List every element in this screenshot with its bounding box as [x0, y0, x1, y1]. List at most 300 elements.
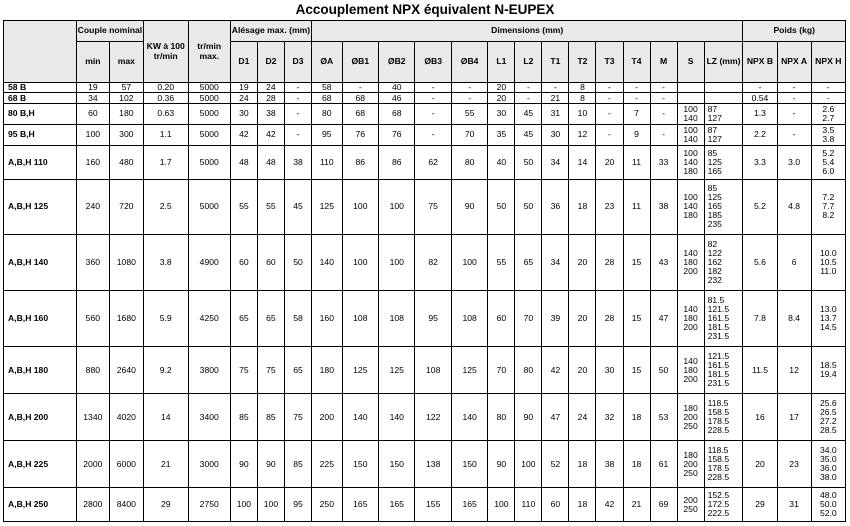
cell-b2: 108 [379, 290, 415, 346]
cell-ph [811, 103, 845, 124]
cell-b4: 70 [451, 124, 487, 145]
cell-kw: 2.5 [143, 180, 188, 234]
cell-line: - [826, 82, 830, 93]
cell-ph [811, 83, 845, 93]
cell-line: 7.2 [822, 192, 835, 203]
cell-line: 178.5 [707, 416, 730, 427]
cell-d3: 85 [284, 441, 311, 488]
cell-kw: 9.2 [143, 347, 188, 394]
cell-line: 8.2 [822, 210, 835, 221]
cell-line: 162 [707, 256, 722, 267]
cell-ph [811, 290, 845, 346]
cell-d2: 90 [257, 441, 284, 488]
cell-d3: 95 [284, 488, 311, 522]
cell-line: 181.5 [707, 322, 730, 333]
cell-d3: - [284, 83, 311, 93]
cell-line: 10.0 [819, 247, 837, 258]
cell-line: 158.5 [707, 407, 730, 418]
cell-s [677, 290, 704, 346]
cell-t1: 34 [542, 234, 569, 290]
cell-l1: 55 [488, 234, 515, 290]
cell-m: 38 [650, 180, 677, 234]
cell-t2: 8 [569, 83, 596, 93]
cell-line: 140 [683, 355, 698, 366]
cell-d2: 100 [257, 488, 284, 522]
cell-l2: - [515, 93, 542, 103]
cell-a: 68 [312, 93, 343, 103]
cell-min: 360 [76, 234, 109, 290]
cell-line: 200 [683, 458, 698, 469]
cell-min: 19 [76, 83, 109, 93]
cell-b1: 76 [342, 124, 378, 145]
cell-min: 34 [76, 93, 109, 103]
cell-line: 125 [707, 192, 722, 203]
cell-t3: 28 [596, 234, 623, 290]
cell-d1: 30 [230, 103, 257, 124]
cell-t2: 18 [569, 180, 596, 234]
cell-m: 47 [650, 290, 677, 346]
cell-l1: 90 [488, 441, 515, 488]
cell-min: 560 [76, 290, 109, 346]
cell-lz [704, 124, 743, 145]
cell-l1: 70 [488, 347, 515, 394]
cell-line: 27.2 [819, 416, 837, 427]
cell-d1: 75 [230, 347, 257, 394]
cell-b3: 108 [415, 347, 451, 394]
cell-d1: 85 [230, 394, 257, 441]
cell-t4: 11 [623, 145, 650, 179]
cell-t1: 52 [542, 441, 569, 488]
cell-pb: 16 [743, 394, 777, 441]
cell-d1: 19 [230, 83, 257, 93]
cell-ph [811, 234, 845, 290]
cell-d1: 48 [230, 145, 257, 179]
cell-pb: 5.2 [743, 180, 777, 234]
cell-b3: - [415, 124, 451, 145]
cell-t2: 10 [569, 103, 596, 124]
cell-t3: - [596, 103, 623, 124]
cell-pb: 0.54 [743, 93, 777, 103]
cell-line: 180 [683, 402, 698, 413]
cell-b1: 140 [342, 394, 378, 441]
cell-a: 80 [312, 103, 343, 124]
cell-max: 2640 [109, 347, 143, 394]
cell-s [677, 124, 704, 145]
cell-max: 8400 [109, 488, 143, 522]
table-body [4, 83, 846, 522]
cell-name: A,B,H 160 [4, 290, 77, 346]
cell-line: 19.4 [819, 369, 837, 380]
cell-kw: 0.36 [143, 93, 188, 103]
cell-trmin: 5000 [188, 124, 230, 145]
page-title: Accouplement NPX équivalent N-EUPEX [295, 2, 555, 17]
table-row [4, 93, 846, 103]
cell-min: 1340 [76, 394, 109, 441]
cell-l2: 50 [515, 145, 542, 179]
header-empty [4, 21, 77, 83]
cell-lz [704, 347, 743, 394]
cell-s [677, 488, 704, 522]
cell-a: 140 [312, 234, 343, 290]
cell-d1: 65 [230, 290, 257, 346]
cell-a: 200 [312, 394, 343, 441]
cell-line: 85 [707, 183, 718, 194]
header-d2: D2 [257, 42, 284, 83]
cell-t2: 20 [569, 347, 596, 394]
cell-line: 158.5 [707, 454, 730, 465]
header-npx-h: NPX H [811, 42, 845, 83]
cell-pa: 3.0 [777, 145, 811, 179]
header-max: max [109, 42, 143, 83]
cell-t1: 21 [542, 93, 569, 103]
cell-ph [811, 488, 845, 522]
cell-l1: 30 [488, 103, 515, 124]
cell-d2: 60 [257, 234, 284, 290]
cell-line: 180 [683, 256, 698, 267]
cell-trmin: 4250 [188, 290, 230, 346]
cell-l2: - [515, 83, 542, 93]
cell-d3: 75 [284, 394, 311, 441]
cell-max: 4020 [109, 394, 143, 441]
cell-m: 61 [650, 441, 677, 488]
cell-kw: 5.9 [143, 290, 188, 346]
cell-line: 26.5 [819, 407, 837, 418]
cell-line: 140 [683, 201, 698, 212]
cell-min: 160 [76, 145, 109, 179]
header-t1: T1 [542, 42, 569, 83]
cell-max: 57 [109, 83, 143, 93]
cell-a: 180 [312, 347, 343, 394]
cell-b3: 95 [415, 290, 451, 346]
cell-kw: 0.63 [143, 103, 188, 124]
cell-s [677, 145, 704, 179]
cell-b2: 68 [379, 103, 415, 124]
cell-a: 125 [312, 180, 343, 234]
cell-b4: 140 [451, 394, 487, 441]
table-row [4, 290, 846, 346]
cell-name: A,B,H 200 [4, 394, 77, 441]
cell-line: 200 [683, 411, 698, 422]
cell-lz [704, 93, 743, 103]
cell-min: 240 [76, 180, 109, 234]
cell-t2: 18 [569, 488, 596, 522]
cell-l1: 100 [488, 488, 515, 522]
cell-line: 87 [707, 124, 718, 135]
cell-pa: - [777, 93, 811, 103]
header-dimensions: Dimensions (mm) [312, 21, 743, 42]
cell-t1: 47 [542, 394, 569, 441]
cell-line: 200 [683, 494, 698, 505]
cell-b1: - [342, 83, 378, 93]
cell-d3: 38 [284, 145, 311, 179]
cell-b2: 86 [379, 145, 415, 179]
cell-line: 18.5 [819, 360, 837, 371]
cell-line: 182 [707, 265, 722, 276]
cell-line: 200 [683, 265, 698, 276]
cell-line: 10.5 [819, 256, 837, 267]
cell-max: 1680 [109, 290, 143, 346]
header-b2: ØB2 [379, 42, 415, 83]
cell-a: 58 [312, 83, 343, 93]
cell-trmin: 5000 [188, 93, 230, 103]
cell-name: A,B,H 110 [4, 145, 77, 179]
cell-line: 81.5 [707, 295, 725, 306]
cell-line: 165 [707, 165, 722, 176]
header-couple: Couple nominal [76, 21, 143, 42]
cell-trmin: 5000 [188, 83, 230, 93]
table-row [4, 103, 846, 124]
cell-b1: 68 [342, 103, 378, 124]
cell-d1: 42 [230, 124, 257, 145]
cell-t3: - [596, 83, 623, 93]
cell-s [677, 441, 704, 488]
cell-ph [811, 145, 845, 179]
cell-t3: 32 [596, 394, 623, 441]
cell-max: 6000 [109, 441, 143, 488]
cell-lz [704, 234, 743, 290]
cell-line: 200 [683, 373, 698, 384]
cell-line: 28.5 [819, 425, 837, 436]
cell-t1: 36 [542, 180, 569, 234]
cell-d2: 42 [257, 124, 284, 145]
cell-t4: - [623, 83, 650, 93]
cell-b2: 165 [379, 488, 415, 522]
cell-line: 13.7 [819, 313, 837, 324]
cell-line: 180 [683, 313, 698, 324]
cell-line: 127 [707, 133, 722, 144]
cell-line: 140 [683, 156, 698, 167]
cell-line: 250 [683, 503, 698, 514]
cell-ph [811, 347, 845, 394]
cell-m: 33 [650, 145, 677, 179]
cell-lz [704, 290, 743, 346]
cell-line: 181.5 [707, 369, 730, 380]
cell-b1: 86 [342, 145, 378, 179]
cell-ph [811, 124, 845, 145]
cell-name: 68 B [4, 93, 77, 103]
cell-line: 7.7 [822, 201, 835, 212]
cell-line: 235 [707, 219, 722, 230]
header-npx-a: NPX A [777, 42, 811, 83]
cell-line: 5.2 [822, 147, 835, 158]
cell-pb: 20 [743, 441, 777, 488]
header-t3: T3 [596, 42, 623, 83]
cell-m: - [650, 103, 677, 124]
cell-b3: 62 [415, 145, 451, 179]
cell-t1: 34 [542, 145, 569, 179]
cell-b3: - [415, 83, 451, 93]
cell-line: 48.0 [819, 490, 837, 501]
cell-line: 161.5 [707, 360, 730, 371]
cell-m: - [650, 93, 677, 103]
cell-l1: 80 [488, 394, 515, 441]
cell-min: 2000 [76, 441, 109, 488]
cell-b2: 40 [379, 83, 415, 93]
cell-t3: 23 [596, 180, 623, 234]
header-min: min [76, 42, 109, 83]
cell-b1: 100 [342, 234, 378, 290]
cell-trmin: 4900 [188, 234, 230, 290]
cell-line: 11.0 [820, 265, 837, 276]
cell-line: 165 [707, 201, 722, 212]
cell-line: 100 [683, 103, 698, 114]
cell-line: 172.5 [707, 499, 730, 510]
cell-b1: 100 [342, 180, 378, 234]
cell-min: 2800 [76, 488, 109, 522]
cell-line: 161.5 [707, 313, 730, 324]
cell-line: 5.4 [822, 156, 835, 167]
cell-l2: 80 [515, 347, 542, 394]
cell-l1: 60 [488, 290, 515, 346]
cell-trmin: 5000 [188, 103, 230, 124]
header-d1: D1 [230, 42, 257, 83]
cell-l2: 100 [515, 441, 542, 488]
cell-line: 180 [683, 449, 698, 460]
cell-trmin: 3800 [188, 347, 230, 394]
cell-a: 160 [312, 290, 343, 346]
cell-d3: 45 [284, 180, 311, 234]
cell-line: 122 [707, 247, 722, 258]
cell-line: 140 [683, 247, 698, 258]
cell-line: 152.5 [707, 490, 730, 501]
cell-s [677, 93, 704, 103]
cell-pb: 2.2 [743, 124, 777, 145]
cell-line: 118.5 [707, 398, 729, 409]
table-row [4, 441, 846, 488]
table-row [4, 83, 846, 93]
cell-line: 52.0 [819, 508, 837, 519]
cell-d2: 85 [257, 394, 284, 441]
cell-b2: 125 [379, 347, 415, 394]
cell-kw: 1.1 [143, 124, 188, 145]
cell-line: 121.5 [707, 351, 730, 362]
cell-kw: 0.20 [143, 83, 188, 93]
cell-b2: 140 [379, 394, 415, 441]
cell-kw: 3.8 [143, 234, 188, 290]
cell-t3: - [596, 93, 623, 103]
cell-ph [811, 441, 845, 488]
cell-b4: 90 [451, 180, 487, 234]
cell-line: 125 [707, 156, 722, 167]
cell-name: A,B,H 225 [4, 441, 77, 488]
cell-line: 231.5 [707, 331, 730, 342]
cell-pb: - [743, 83, 777, 93]
cell-name: 58 B [4, 83, 77, 93]
cell-t2: 18 [569, 441, 596, 488]
cell-b1: 125 [342, 347, 378, 394]
cell-pa: 12 [777, 347, 811, 394]
cell-line: 3.5 [822, 124, 835, 135]
cell-max: 480 [109, 145, 143, 179]
cell-l2: 90 [515, 394, 542, 441]
cell-name: A,B,H 125 [4, 180, 77, 234]
cell-b4: - [451, 83, 487, 93]
cell-line: 100 [683, 147, 698, 158]
cell-b2: 100 [379, 234, 415, 290]
cell-t1: 39 [542, 290, 569, 346]
cell-pa: 23 [777, 441, 811, 488]
cell-line: 36.0 [819, 463, 837, 474]
cell-l1: 35 [488, 124, 515, 145]
header-d3: D3 [284, 42, 311, 83]
table-row [4, 347, 846, 394]
header-t2: T2 [569, 42, 596, 83]
cell-t4: 18 [623, 441, 650, 488]
cell-t4: 15 [623, 347, 650, 394]
cell-line: 6.0 [822, 165, 835, 176]
cell-l1: 50 [488, 180, 515, 234]
cell-line: 231.5 [707, 378, 730, 389]
cell-b3: - [415, 103, 451, 124]
cell-m: - [650, 124, 677, 145]
header-lz: LZ (mm) [704, 42, 743, 83]
cell-pa: 6 [777, 234, 811, 290]
cell-d2: 75 [257, 347, 284, 394]
cell-line: 228.5 [707, 425, 730, 436]
cell-name: 95 B,H [4, 124, 77, 145]
cell-pa: - [777, 103, 811, 124]
cell-t4: 21 [623, 488, 650, 522]
cell-max: 102 [109, 93, 143, 103]
table-row [4, 145, 846, 179]
cell-pa: 4.8 [777, 180, 811, 234]
cell-name: A,B,H 180 [4, 347, 77, 394]
cell-t3: - [596, 124, 623, 145]
cell-b4: 150 [451, 441, 487, 488]
table-row [4, 488, 846, 522]
cell-ph [811, 394, 845, 441]
cell-d1: 100 [230, 488, 257, 522]
cell-pb: 1.3 [743, 103, 777, 124]
cell-d3: - [284, 103, 311, 124]
cell-s [677, 180, 704, 234]
cell-t4: 7 [623, 103, 650, 124]
cell-d1: 90 [230, 441, 257, 488]
cell-line: 180 [683, 364, 698, 375]
cell-b1: 165 [342, 488, 378, 522]
cell-lz [704, 83, 743, 93]
cell-m: 43 [650, 234, 677, 290]
cell-line: 87 [707, 103, 718, 114]
cell-line: 118.5 [707, 445, 729, 456]
cell-t2: 12 [569, 124, 596, 145]
cell-t4: 15 [623, 290, 650, 346]
cell-line: 2.6 [822, 103, 835, 114]
header-t4: T4 [623, 42, 650, 83]
cell-b4: 100 [451, 234, 487, 290]
header-a: ØA [312, 42, 343, 83]
cell-name: A,B,H 140 [4, 234, 77, 290]
cell-m: 53 [650, 394, 677, 441]
cell-t3: 30 [596, 347, 623, 394]
cell-t3: 42 [596, 488, 623, 522]
cell-s [677, 83, 704, 93]
cell-lz [704, 441, 743, 488]
cell-lz [704, 103, 743, 124]
cell-line: 180 [683, 165, 698, 176]
cell-line: 100 [683, 124, 698, 135]
table-row [4, 394, 846, 441]
cell-line: 185 [707, 210, 722, 221]
cell-pa: 8.4 [777, 290, 811, 346]
cell-line: 38.0 [819, 472, 837, 483]
cell-t2: 24 [569, 394, 596, 441]
cell-l2: 45 [515, 103, 542, 124]
cell-b3: 122 [415, 394, 451, 441]
cell-d3: 58 [284, 290, 311, 346]
cell-t4: 18 [623, 394, 650, 441]
cell-min: 100 [76, 124, 109, 145]
